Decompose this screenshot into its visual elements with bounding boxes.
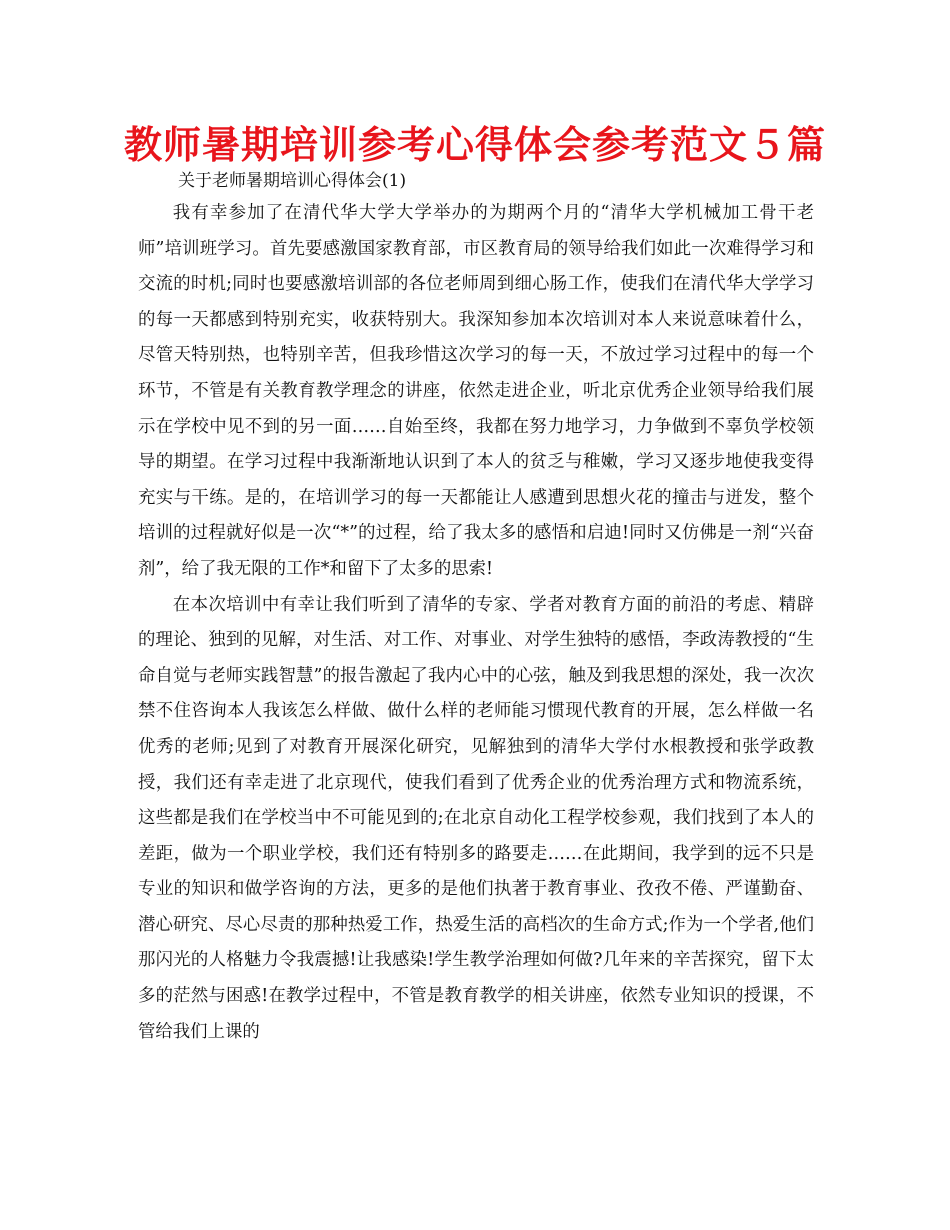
section-heading: 关于老师暑期培训心得体会(1): [178, 171, 407, 191]
paragraph-1: 我有幸参加了在清代华大学大学举办的为期两个月的“清华大学机械加工骨干老师”培训班学习。首先要感激国家教育部，市区教育局的领导给我们如此一次难得学习和交流的时机;同时也要感激培训部的各位老师周到细心肠工作，使我们在清代华大学学习的每一天都感到特别充实，收获特别大。我深知参加本次培训对本人来说意味着什么，尽管天特别热，也特别辛苦，但我珍惜这次学习的每一天，不放过学习过程中的每一个环节，不管是有关教育教学理念的讲座，依然走进企业，听北京优秀企业领导给我们展示在学校中见不到的另一面……自始至终，我都在努力地学习，力争做到不辜负学校领导的期望。在学习过程中我渐渐地认识到了本人的贫乏与稚嫩，学习又逐步地使我变得充实与干练。是的，在培训学习的每一天都能让人感遭到思想火花的撞击与迸发，整个培训的过程就好似是一次“*”的过程，给了我太多的感悟和启迪!同时又仿佛是一剂“兴奋剂”，给了我无限的工作*和留下了太多的思索!: [138, 203, 814, 579]
paragraph-2: 在本次培训中有幸让我们听到了清华的专家、学者对教育方面的前沿的考虑、精辟的理论、独到的见解，对生活、对工作、对事业、对学生独特的感悟，李政涛教授的“生命自觉与老师实践智慧”的报告激起了我内心中的心弦，触及到我思想的深处，我一次次禁不住咨询本人我该怎么样做、做什么样的老师能习惯现代教育的开展，怎么样做一名优秀的老师;见到了对教育开展深化研究，见解独到的清华大学付水根教授和张学政教授，我们还有幸走进了北京现代，使我们看到了优秀企业的优秀治理方式和物流系统，这些都是我们在学校当中不可能见到的;在北京自动化工程学校参观，我们找到了本人的差距，做为一个职业学校，我们还有特别多的路要走……在此期间，我学到的远不只是专业的知识和做学咨询的方法，更多的是他们执著于教育事业、孜孜不倦、严谨勤奋、潜心研究、尽心尽责的那种热爱工作，热爱生活的高档次的生命方式;作为一个学者,他们那闪光的人格魅力令我震撼!让我感染!学生教学治理如何做?几年来的辛苦探究，留下太多的茫然与困惑!在教学过程中，不管是教育教学的相关讲座，依然专业知识的授课，不管给我们上课的: [138, 594, 814, 1042]
document-body: [138, 196, 814, 1050]
document-title: 教师暑期培训参考心得体会参考范文５篇: [123, 123, 826, 167]
